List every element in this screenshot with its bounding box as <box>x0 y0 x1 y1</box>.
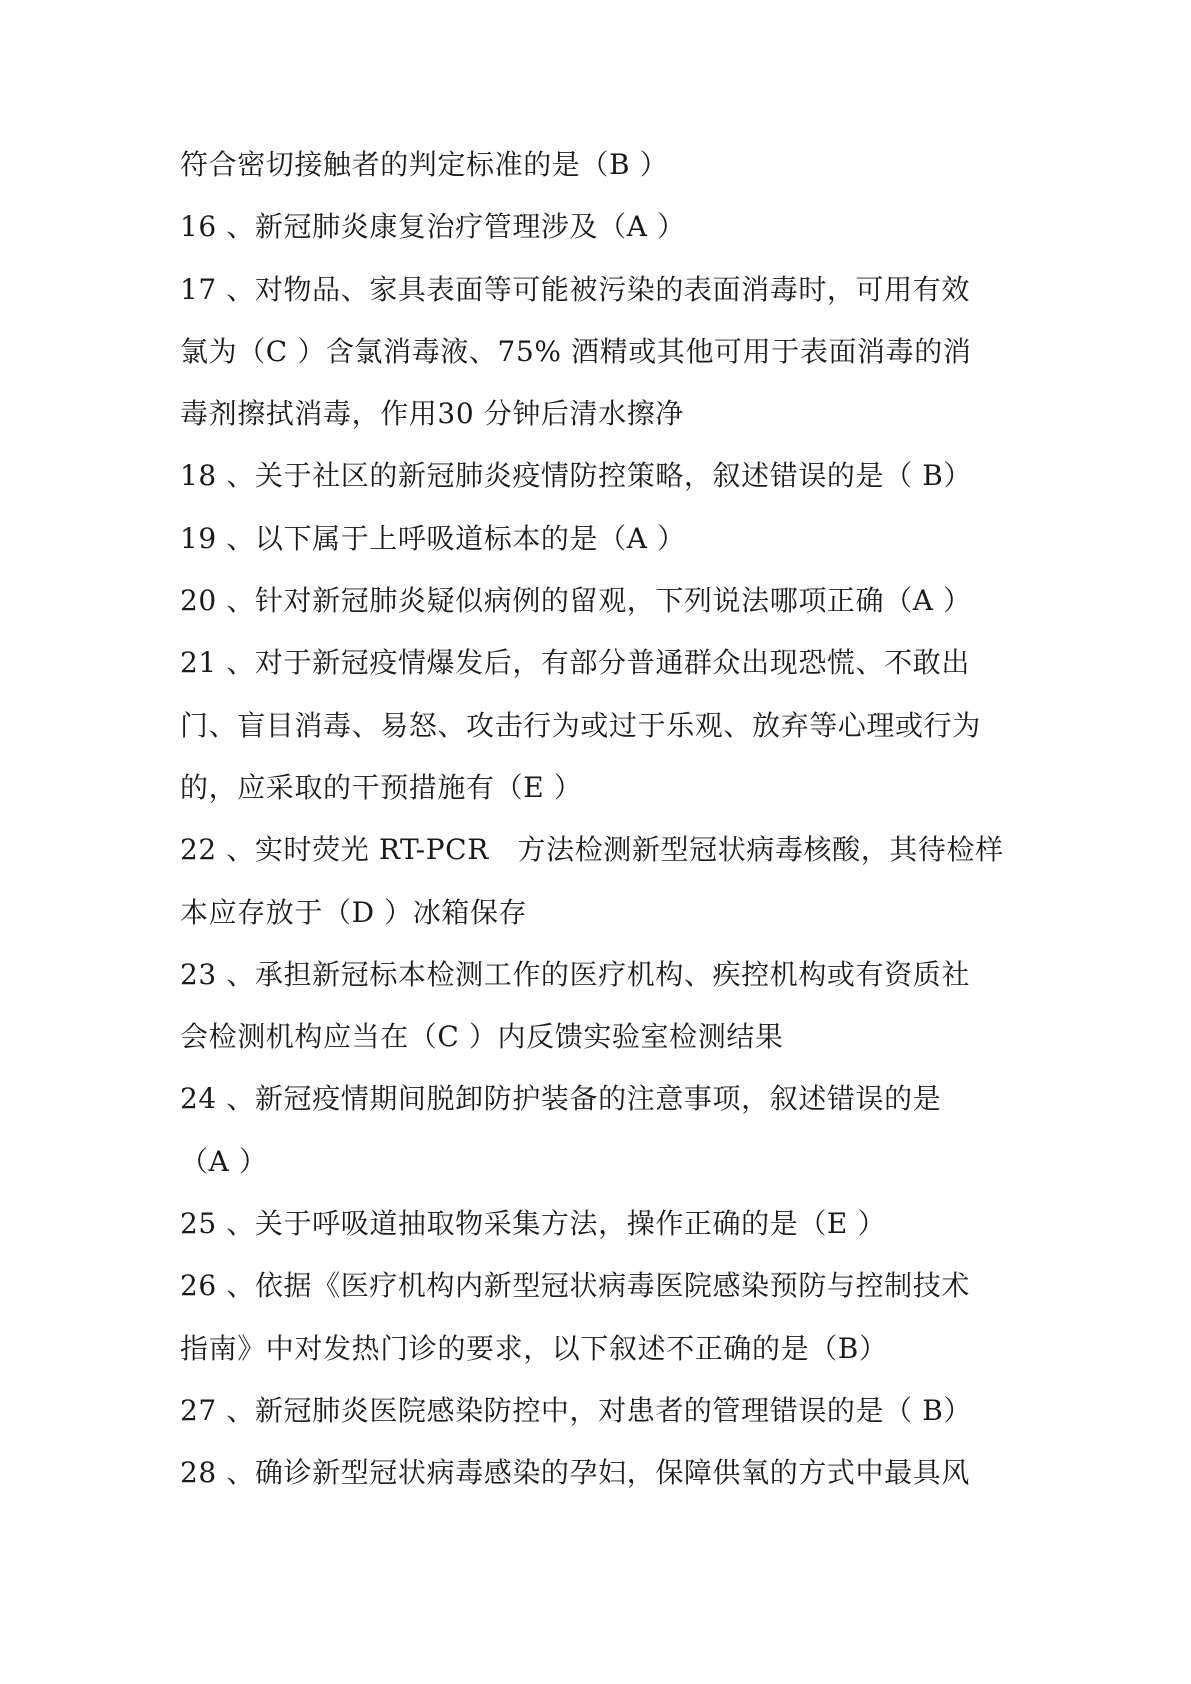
question-19: 19 、以下属于上呼吸道标本的是（A ） <box>180 521 686 555</box>
text-line: 会检测机构应当在（C ）内反馈实验室检测结果 <box>180 1020 784 1054</box>
question-18: 18 、关于社区的新冠肺炎疫情防控策略，叙述错误的是（ B） <box>180 459 973 493</box>
question-20: 20 、针对新冠肺炎疑似病例的留观，下列说法哪项正确（A ） <box>180 584 972 618</box>
question-28: 28 、确诊新型冠状病毒感染的孕妇，保障供氧的方式中最具风 <box>180 1456 970 1490</box>
text-line: （A ） <box>180 1144 268 1178</box>
question-26: 26 、依据《医疗机构内新型冠状病毒医院感染预防与控制技术 <box>180 1269 970 1303</box>
text-line: 氯为（C ）含氯消毒液、75% 酒精或其他可用于表面消毒的消 <box>180 334 972 368</box>
text-line: 本应存放于（D ）冰箱保存 <box>180 895 528 929</box>
text-line: 门、盲目消毒、易怒、攻击行为或过于乐观、放弃等心理或行为 <box>180 708 981 742</box>
question-16: 16 、新冠肺炎康复治疗管理涉及（A ） <box>180 210 686 244</box>
text-line: 的，应采取的干预措施有（E ） <box>180 770 583 804</box>
question-27: 27 、新冠肺炎医院感染防控中，对患者的管理错误的是（ B） <box>180 1393 973 1427</box>
question-23: 23 、承担新冠标本检测工作的医疗机构、疾控机构或有资质社 <box>180 957 970 991</box>
text-line: 毒剂擦拭消毒，作用30 分钟后清水擦净 <box>180 397 684 431</box>
question-17: 17 、对物品、家具表面等可能被污染的表面消毒时，可用有效 <box>180 272 970 306</box>
question-22: 22 、实时荧光 RT-PCR 方法检测新型冠状病毒核酸，其待检样 <box>180 833 1004 867</box>
text-line: 指南》中对发热门诊的要求，以下叙述不正确的是（B） <box>180 1331 888 1365</box>
question-25: 25 、关于呼吸道抽取物采集方法，操作正确的是（E ） <box>180 1207 887 1241</box>
question-24: 24 、新冠疫情期间脱卸防护装备的注意事项，叙述错误的是 <box>180 1082 942 1116</box>
document-body <box>180 134 1020 1505</box>
text-line: 符合密切接触者的判定标准的是（B ） <box>180 148 669 181</box>
question-21: 21 、对于新冠疫情爆发后，有部分普通群众出现恐慌、不敢出 <box>180 646 970 680</box>
